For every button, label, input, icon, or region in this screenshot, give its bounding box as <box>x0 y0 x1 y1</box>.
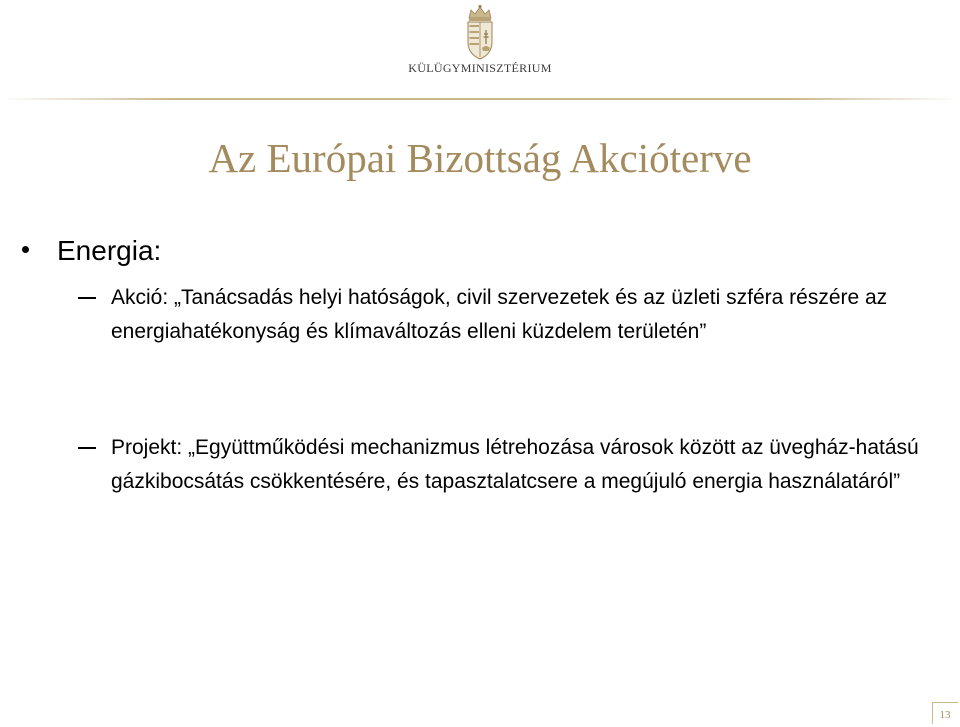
sub-item-action <box>78 281 938 349</box>
ministry-name: KÜLÜGYMINISZTÉRIUM <box>408 61 552 75</box>
dash-icon <box>78 297 96 299</box>
bullet-dot-icon <box>22 246 29 253</box>
slide-header <box>0 0 960 100</box>
sub-item-project <box>78 431 938 499</box>
bullet-item-energy <box>22 235 161 267</box>
page-number: 13 <box>934 706 956 724</box>
dash-icon <box>78 447 96 449</box>
header-divider <box>0 98 960 100</box>
bullet-label: Energia: <box>57 235 162 266</box>
hungarian-coat-of-arms-icon <box>460 4 500 62</box>
sub-item-text: Akció: „Tanácsadás helyi hatóságok, civil szervezetek és az üzleti szféra részére az energiahatékonyság és klímaváltozás elleni küzdelem területén” <box>111 286 888 343</box>
sub-item-text: Projekt: „Együttműködési mechanizmus létrehozása városok között az üvegház-hatású gázkibocsátás csökkentésére, és tapasztalatcsere a megújuló energia használatáról” <box>111 436 919 493</box>
slide-title: Az Európai Bizottság Akcióterve <box>208 135 752 181</box>
